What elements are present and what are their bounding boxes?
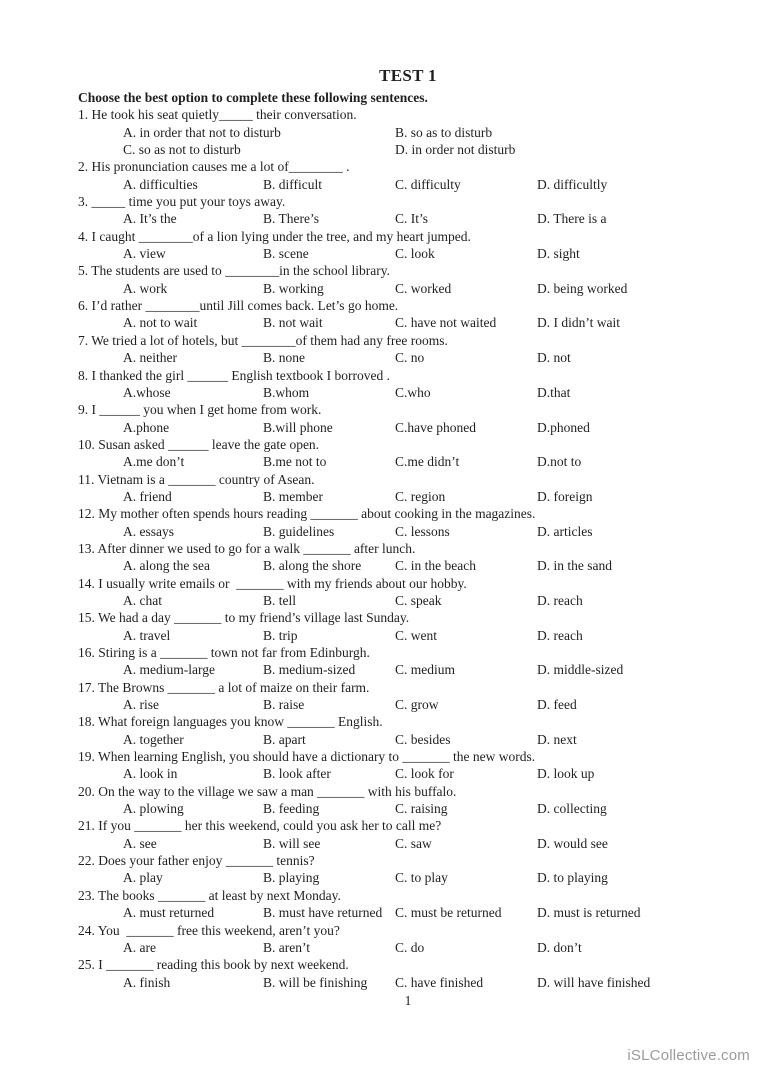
question xyxy=(78,817,738,852)
option: A. finish xyxy=(123,974,171,990)
question xyxy=(78,713,738,748)
question xyxy=(78,262,738,297)
question-text: 22. Does your father enjoy _______ tennis? xyxy=(78,853,315,869)
option: C. in the beach xyxy=(395,558,476,574)
question-list xyxy=(78,106,738,991)
question xyxy=(78,106,738,158)
option: C. lessons xyxy=(395,523,450,539)
question xyxy=(78,297,738,332)
option: B. member xyxy=(263,488,323,504)
question xyxy=(78,401,738,436)
option: B.will phone xyxy=(263,419,333,435)
option: C. worked xyxy=(395,280,452,296)
question xyxy=(78,679,738,714)
question-text: 23. The books _______ at least by next Monday. xyxy=(78,887,341,903)
option: D. foreign xyxy=(537,488,593,504)
option: C. It’s xyxy=(395,211,429,227)
option: D. will have finished xyxy=(537,974,651,990)
option: D. don’t xyxy=(537,939,582,955)
question xyxy=(78,228,738,263)
option: C.have phoned xyxy=(395,419,476,435)
option: D. look up xyxy=(537,766,595,782)
option: A. see xyxy=(123,835,157,851)
question-text: 14. I usually write emails or _______ with my friends about our hobby. xyxy=(78,575,467,591)
question-text: 5. The students are used to ________in the school library. xyxy=(78,263,390,279)
option: B. look after xyxy=(263,766,331,782)
option: C. medium xyxy=(395,662,455,678)
option: A. must returned xyxy=(123,905,215,921)
option: C. region xyxy=(395,488,446,504)
option: A. essays xyxy=(123,523,174,539)
question xyxy=(78,852,738,887)
question xyxy=(78,332,738,367)
question-text: 9. I ______ you when I get home from work. xyxy=(78,402,322,418)
option: A. together xyxy=(123,731,184,747)
option: B. tell xyxy=(263,592,296,608)
option: C. to play xyxy=(395,870,448,886)
option: B. aren’t xyxy=(263,939,310,955)
option: A. are xyxy=(123,939,156,955)
option: C. have not waited xyxy=(395,315,497,331)
option: B. so as to disturb xyxy=(395,124,493,140)
test-page xyxy=(78,62,738,1009)
option: B. along the shore xyxy=(263,558,362,574)
question xyxy=(78,505,738,540)
question xyxy=(78,748,738,783)
option: A. not to wait xyxy=(123,315,198,331)
option: D. would see xyxy=(537,835,608,851)
option: C.who xyxy=(395,384,431,400)
option: B. scene xyxy=(263,246,309,262)
option: B. will see xyxy=(263,835,321,851)
question xyxy=(78,367,738,402)
option: C. went xyxy=(395,627,437,643)
option: D. middle-sized xyxy=(537,662,624,678)
option: A. medium-large xyxy=(123,662,215,678)
question xyxy=(78,783,738,818)
option: D. I didn’t wait xyxy=(537,315,620,331)
option: A.me don’t xyxy=(123,454,185,470)
option: B. must have returned xyxy=(263,905,383,921)
question xyxy=(78,436,738,471)
option: D. difficultly xyxy=(537,176,608,192)
question-text: 20. On the way to the village we saw a man _______ with his buffalo. xyxy=(78,783,457,799)
option: C. so as not to disturb xyxy=(123,142,241,158)
option: C. grow xyxy=(395,697,439,713)
option: B.whom xyxy=(263,384,310,400)
question xyxy=(78,922,738,957)
option: A. It’s the xyxy=(123,211,177,227)
watermark: iSLCollective.com xyxy=(627,1047,750,1064)
question xyxy=(78,956,738,991)
option: D. not xyxy=(537,350,571,366)
question xyxy=(78,471,738,506)
option: D. being worked xyxy=(537,280,628,296)
option: A. travel xyxy=(123,627,171,643)
option: D. articles xyxy=(537,523,593,539)
option: C. speak xyxy=(395,592,442,608)
option: D. in the sand xyxy=(537,558,612,574)
question xyxy=(78,887,738,922)
question-text: 19. When learning English, you should have a dictionary to _______ the new words. xyxy=(78,749,536,765)
question-text: 6. I’d rather ________until Jill comes back. Let’s go home. xyxy=(78,298,399,314)
option: C. look xyxy=(395,246,435,262)
option: C. must be returned xyxy=(395,905,502,921)
option: A.whose xyxy=(123,384,171,400)
option: B. working xyxy=(263,280,324,296)
question-text: 10. Susan asked ______ leave the gate open. xyxy=(78,436,320,452)
option: A. chat xyxy=(123,592,162,608)
option: B. none xyxy=(263,350,305,366)
question-text: 24. You _______ free this weekend, aren’t you? xyxy=(78,922,340,938)
question-text: 3. _____ time you put your toys away. xyxy=(78,194,286,210)
question-text: 13. After dinner we used to go for a walk _______ after lunch. xyxy=(78,540,416,556)
question xyxy=(78,158,738,193)
option: D. reach xyxy=(537,592,583,608)
option: A.phone xyxy=(123,419,170,435)
option: B. not wait xyxy=(263,315,323,331)
option: C.me didn’t xyxy=(395,454,460,470)
question-text: 8. I thanked the girl ______ English textbook I borroved . xyxy=(78,367,390,383)
question-text: 7. We tried a lot of hotels, but ________of them had any free rooms. xyxy=(78,332,448,348)
option: C. no xyxy=(395,350,425,366)
option: A. friend xyxy=(123,488,172,504)
instruction-text: Choose the best option to complete these following sentences. xyxy=(78,90,428,105)
option: C. do xyxy=(395,939,425,955)
option: B.me not to xyxy=(263,454,327,470)
option: A. neither xyxy=(123,350,177,366)
option: B. feeding xyxy=(263,801,320,817)
option: D. next xyxy=(537,731,577,747)
page-number: 1 xyxy=(404,992,412,1008)
question-text: 15. We had a day _______ to my friend’s village last Sunday. xyxy=(78,610,410,626)
option: B. playing xyxy=(263,870,320,886)
option: C. saw xyxy=(395,835,432,851)
option: D.that xyxy=(537,384,571,400)
option: B. will be finishing xyxy=(263,974,368,990)
option: C. have finished xyxy=(395,974,484,990)
option: A. look in xyxy=(123,766,178,782)
option: D. There is a xyxy=(537,211,607,227)
option: B. medium-sized xyxy=(263,662,356,678)
option: B. guidelines xyxy=(263,523,335,539)
question-text: 12. My mother often spends hours reading _______ about cooking in the magazines. xyxy=(78,506,536,522)
option: C. besides xyxy=(395,731,451,747)
option: D. collecting xyxy=(537,801,607,817)
option: A. rise xyxy=(123,697,159,713)
option: B. trip xyxy=(263,627,298,643)
option: A. play xyxy=(123,870,163,886)
option: D. sight xyxy=(537,246,580,262)
question-text: 21. If you _______ her this weekend, could you ask her to call me? xyxy=(78,818,442,834)
question xyxy=(78,540,738,575)
option: C. difficulty xyxy=(395,176,461,192)
option: D. must is returned xyxy=(537,905,641,921)
question xyxy=(78,609,738,644)
question xyxy=(78,644,738,679)
option: D.not to xyxy=(537,454,582,470)
option: A. view xyxy=(123,246,166,262)
question-text: 25. I _______ reading this book by next weekend. xyxy=(78,957,349,973)
question xyxy=(78,575,738,610)
option: D. to playing xyxy=(537,870,608,886)
option: B. difficult xyxy=(263,176,322,192)
option: B. apart xyxy=(263,731,306,747)
option: A. difficulties xyxy=(123,176,198,192)
question-text: 4. I caught ________of a lion lying under the tree, and my heart jumped. xyxy=(78,228,471,244)
option: B. There’s xyxy=(263,211,319,227)
option: A. along the sea xyxy=(123,558,210,574)
option: A. plowing xyxy=(123,801,184,817)
question-text: 18. What foreign languages you know _______ English. xyxy=(78,714,383,730)
page-title: TEST 1 xyxy=(379,66,437,85)
option: D. reach xyxy=(537,627,583,643)
question-text: 17. The Browns _______ a lot of maize on their farm. xyxy=(78,679,370,695)
question-text: 11. Vietnam is a _______ country of Asean. xyxy=(78,471,315,487)
option: D. in order not disturb xyxy=(395,142,516,158)
option: D. feed xyxy=(537,697,577,713)
option: D.phoned xyxy=(537,419,590,435)
question xyxy=(78,193,738,228)
option: B. raise xyxy=(263,697,305,713)
option: C. look for xyxy=(395,766,454,782)
question-text: 16. Stiring is a _______ town not far from Edinburgh. xyxy=(78,645,370,660)
option: A. in order that not to disturb xyxy=(123,124,281,140)
option: C. raising xyxy=(395,801,448,817)
option: A. work xyxy=(123,280,168,296)
question-text: 1. He took his seat quietly_____ their conversation. xyxy=(78,107,357,123)
question-text: 2. His pronunciation causes me a lot of________ . xyxy=(78,159,350,175)
